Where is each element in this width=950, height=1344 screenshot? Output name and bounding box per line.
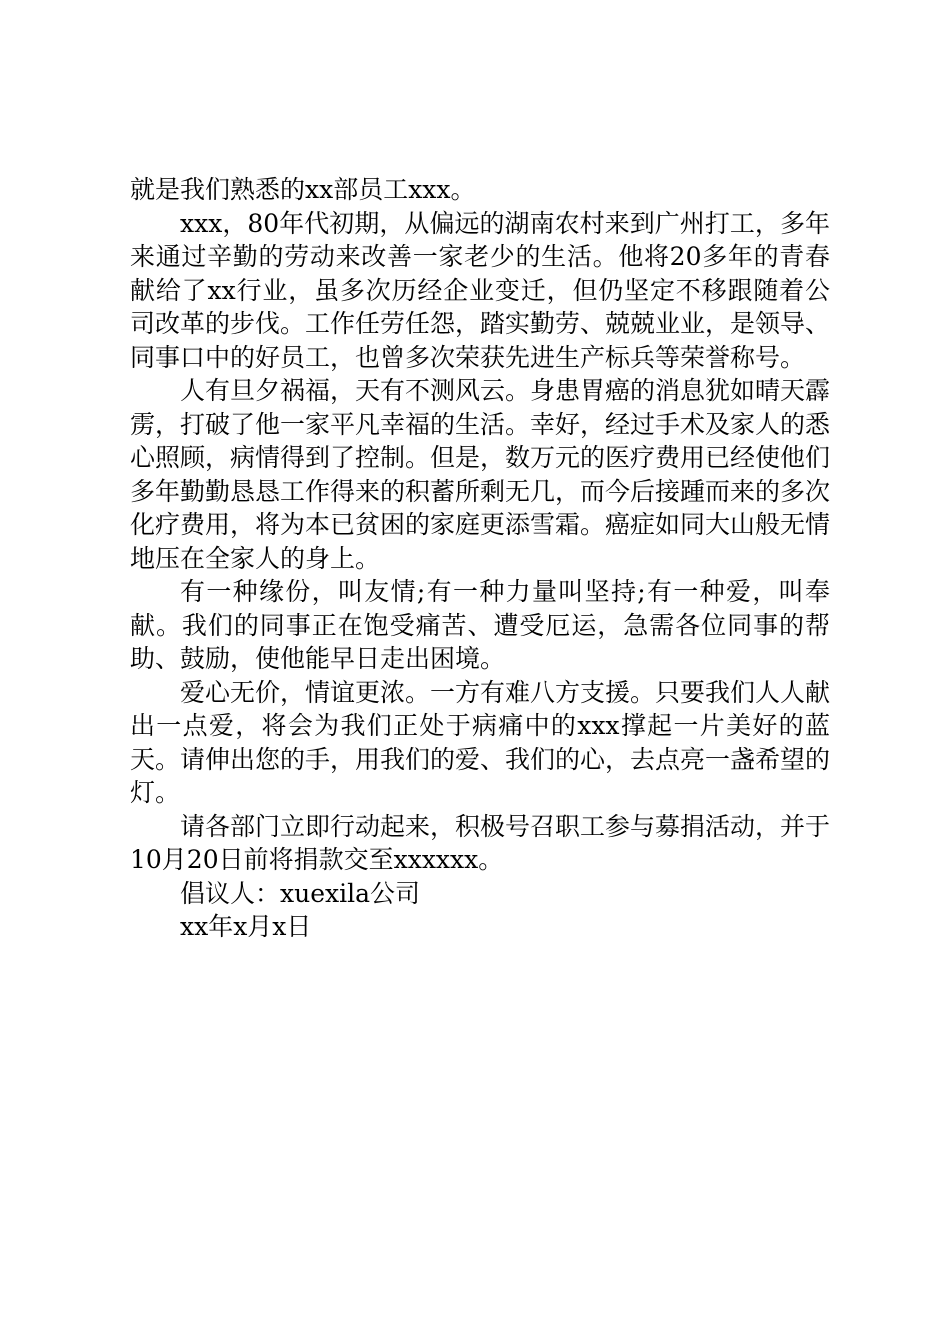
signer-line: 倡议人：xuexila公司 [180,878,420,908]
date-line: xx年x月x日 [180,912,312,941]
paragraph-love: 爱心无价，情谊更浓。一方有难八方支援。只要我们人人献出一点爱，将会为我们正处于病痛中的xxx撑起一片美好的蓝天。请伸出您的手，用我们的爱、我们的心，去点亮一盏希望的灯。 [130,677,831,807]
paragraph-appeal: 有一种缘份，叫友情;有一种力量叫坚持;有一种爱，叫奉献。我们的同事正在饱受痛苦、遭受厄运，急需各位同事的帮助、鼓励，使他能早日走出困境。 [130,577,830,673]
paragraph-call-to-action: 请各部门立即行动起来，积极号召职工参与募捐活动，并于10月20日前将捐款交至xxxxxx。 [130,811,831,874]
paragraph-employee-background: xxx，80年代初期，从偏远的湖南农村来到广州打工，多年来通过辛勤的劳动来改善一家老少的生活。他将20多年的青春献给了xx行业，虽多次历经企业变迁，但仍坚定不移跟随着公司改革的步伐。工作任劳任怨，踏实勤劳、兢兢业业，是领导、同事口中的好员工，也曾多次荣获先进生产标兵等荣誉称号。 [130,208,831,372]
paragraph-illness: 人有旦夕祸福，天有不测风云。身患胃癌的消息犹如晴天霹雳，打破了他一家平凡幸福的生活。幸好，经过手术及家人的悉心照顾，病情得到了控制。但是，数万元的医疗费用已经使他们多年勤勤恳恳工作得来的积蓄所剩无几，而今后接踵而来的多次化疗费用，将为本已贫困的家庭更添雪霜。癌症如同大山般无情地压在全家人的身上。 [130,376,831,573]
document-body [130,173,830,944]
paragraph-intro-continuation: 就是我们熟悉的xx部员工xxx。 [130,175,476,204]
